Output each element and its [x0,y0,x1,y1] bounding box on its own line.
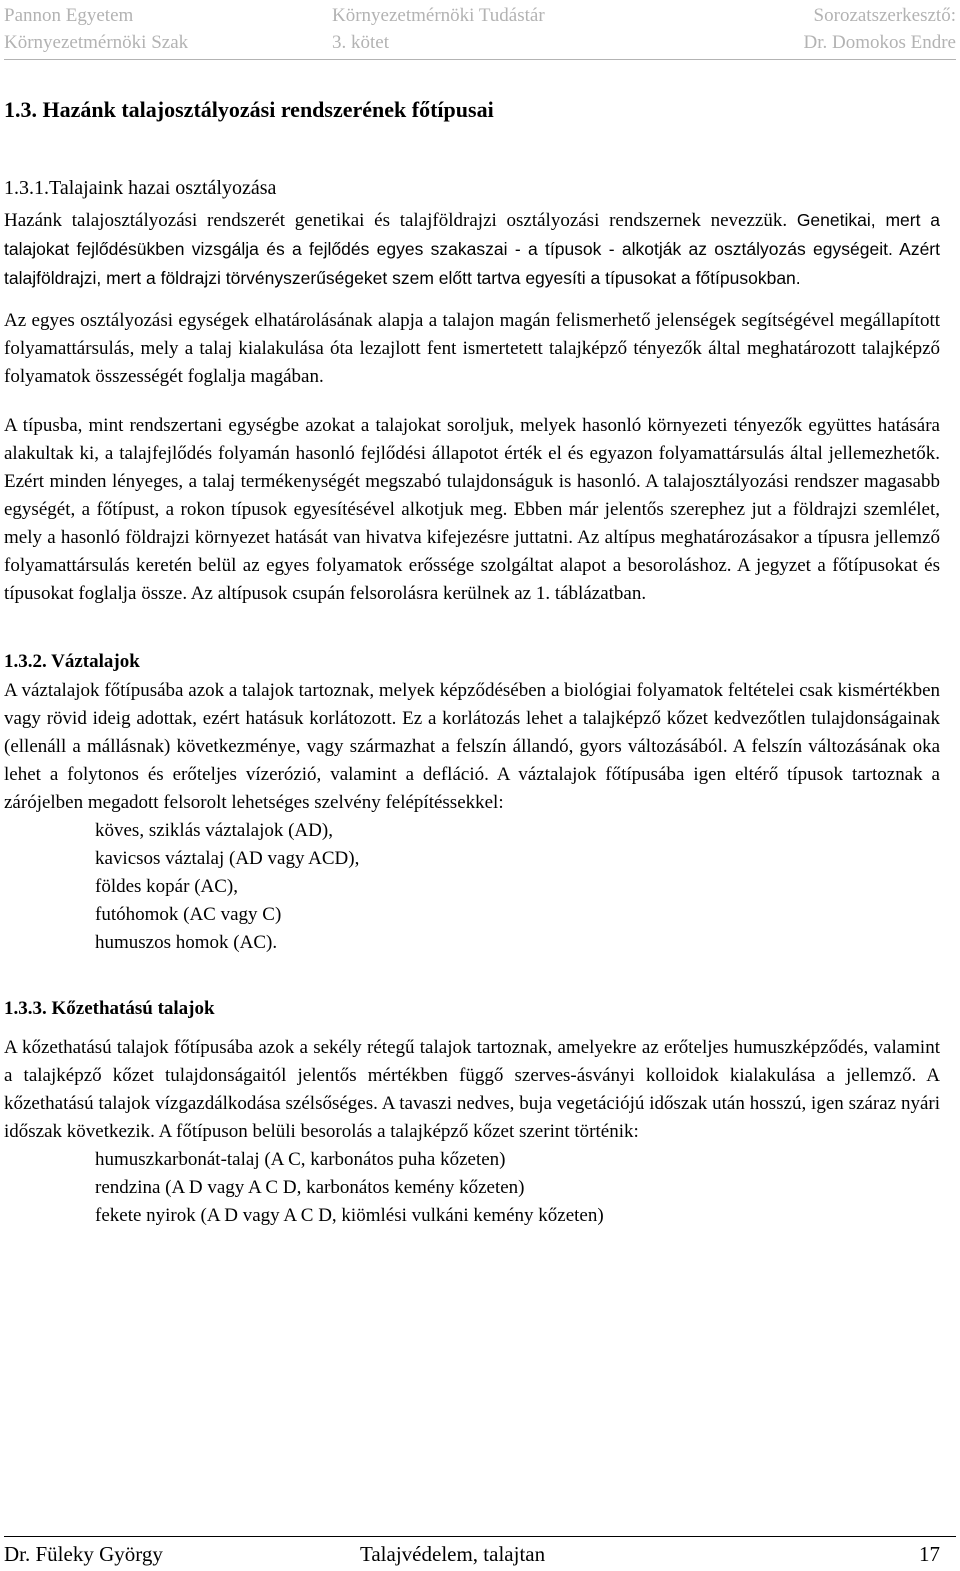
footer-rule [4,1536,956,1537]
header-volume: 3. kötet [332,32,389,53]
skeletal-soil-list [4,817,940,957]
header-right [803,2,956,56]
paragraph-type-definition: A típusba, mint rendszertani egységbe azokat a talajokat soroljuk, melyek hasonló környezeti tényezők együttes hatására alakultak ki, a talajfejlődés folyamán hasonló fejlődési állapotot érték el és egyazon folyamattársulás által jellemezhetők. Ezért minden lényeges, a talaj termékenységét megszabó tulajdonságuk is hasonló. A talajosztályozási rendszer magasabb egységét, a főtípust, a rokon típusok egyesítésével alkotjuk meg. Ebben már jelentős szerephez jut a földrajzi szemlélet, mely a hasonló földrajzi környezet hatását van hivatva kifejezésre juttatni. Az altípus meghatározásakor a típusra jellemző folyamattársulás keretén belül az egyes folyamatok erőssége szolgáltat alapot a besoroláshoz. A jegyzet a főtípusokat és típusokat foglalja össze. Az altípusok csupán felsorolásra kerülnek az 1. táblázatban. [4,415,940,604]
list-item: köves, sziklás váztalajok (AD), [95,820,333,841]
list-item: kavicsos váztalaj (AD vagy ACD), [95,848,360,869]
list-item: humuszkarbonát-talaj (A C, karbonátos puha kőzeten) [95,1149,506,1170]
footer-page-number: 17 [919,1542,940,1566]
header-editor-label: Sorozatszerkesztő: [813,5,956,26]
paragraph-rock-soils: A kőzethatású talajok főtípusába azok a sekély rétegű talajok tartoznak, amelyekre az erőteljes humuszképződés, valamint a talajképző kőzet tulajdonságaitól jelentős mértékben függő szerves-ásványi kolloidok kialakulása a jellemző. A kőzethatású talajok vízgazdálkodása szélsőséges. A tavaszi nedves, buja vegetációjú időszak után hosszú, igen száraz nyári időszak következik. A főtípuson belüli besorolás a talajképző kőzet szerint történik: [4,1037,940,1142]
header-university: Pannon Egyetem [4,5,134,26]
paragraph-classification-basis: Az egyes osztályozási egységek elhatárolásának alapja a talajon magán felismerhető jelenségek segítségével megállapított folyamattársulás, mely a talaj kialakulása óta lezajlott fent ismertetett talajképző tényezők által meghatározott talajképző folyamatok összességét foglalja magában. [4,310,940,387]
paragraph-skeletal-soils: A váztalajok főtípusába azok a talajok tartoznak, melyek képződésében a biológiai folyamatok feltételei csak kismértékben vagy rövid ideig adottak, ezért hatásuk korlátozott. Ez a korlátozás lehet a talajképző kőzet kedvezőtlen tulajdonságainak (ellenáll a mállásnak) következménye, vagy származhat a felszín állandó, gyors változásából. A felszín változásának oka lehet a folytonos és erőteljes vízerózió, valamint a defláció. A váztalajok főtípusába igen eltérő típusok tartoznak a zárójelben megadott felsorolt lehetséges szelvény felépítéssekkel: [4,680,940,813]
page-header [4,2,956,58]
subsection-title-1: 1.3.1.Talajaink hazai osztályozása [4,177,277,199]
subsection-title-2: 1.3.2. Váztalajok [4,651,140,672]
paragraph-classification-intro [4,206,940,293]
page-content [4,92,940,1230]
list-item: földes kopár (AC), [95,876,238,897]
list-item: futóhomok (AC vagy C) [95,904,282,925]
header-editor-name: Dr. Domokos Endre [803,32,956,53]
rock-soil-list [4,1146,940,1230]
header-left [4,2,188,56]
header-series: Környezetmérnöki Tudástár [332,5,545,26]
paragraph-classification-sentence: Hazánk talajosztályozási rendszerét genetikai és talajföldrajzi osztályozási rendszernek nevezzük. [4,210,788,231]
list-item: humuszos homok (AC). [95,932,278,953]
section-title: 1.3. Hazánk talajosztályozási rendszerének főtípusai [4,97,494,122]
header-middle [332,2,545,56]
footer-author: Dr. Füleky György [4,1542,163,1566]
footer-title: Talajvédelem, talajtan [360,1542,546,1566]
subsection-title-3: 1.3.3. Kőzethatású talajok [4,998,215,1019]
header-program: Környezetmérnöki Szak [4,32,189,53]
list-item: rendzina (A D vagy A C D, karbonátos kemény kőzeten) [95,1177,525,1198]
list-item: fekete nyirok (A D vagy A C D, kiömlési vulkáni kemény kőzeten) [95,1205,604,1226]
paragraph-genetic-explanation: Genetikai, mert a talajokat fejlődésükben vizsgálja és a fejlődés egyes szakaszai - a típusok - alkotják az osztályozás egységeit. Azért talajföldrajzi, mert a földrajzi törvényszerűségeket szem előtt tartva egyesíti a típusokat a főtípusokban. [4,210,941,288]
header-rule [4,59,956,60]
page-footer [4,1540,940,1568]
